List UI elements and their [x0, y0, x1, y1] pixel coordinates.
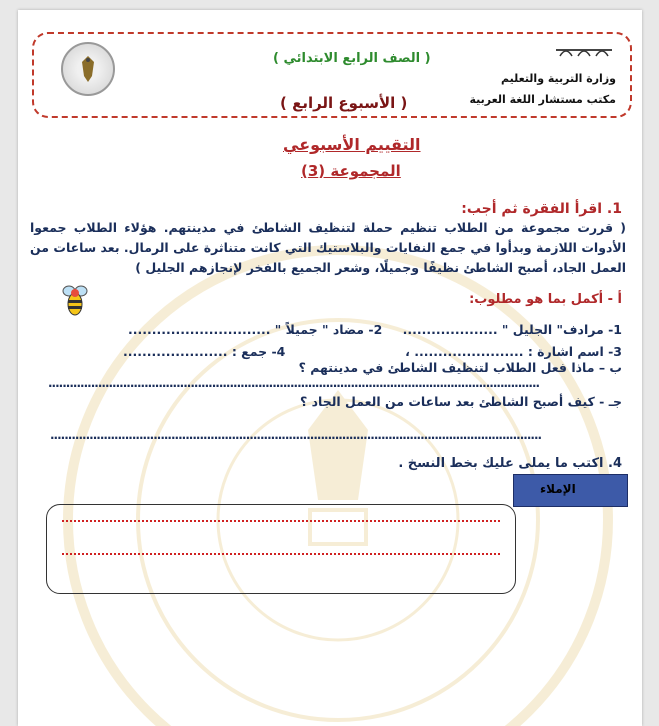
writing-line — [62, 553, 500, 555]
question-c: جـ - كيف أصبح الشاطئ بعد ساعات من العمل الجاد ؟ — [300, 394, 622, 409]
question1-heading: 1. اقرأ الفقرة ثم أجب: — [461, 201, 622, 217]
demonstrative-item: 3- اسم اشارة : ....................... ، — [405, 344, 622, 359]
ministry-name: وزارة التربية والتعليم — [501, 72, 616, 85]
writing-line — [62, 520, 500, 522]
answer-line-b: .......................................................................................................................................... — [48, 376, 540, 390]
plural-item: 4- جمع : ...................... — [123, 344, 286, 359]
synonym-item: 1- مرادف" الجليل " .................... — [402, 322, 622, 337]
question-b: ب – ماذا فعل الطلاب لتنظيف الشاطئ في مدينتهم ؟ — [298, 360, 622, 375]
grade-label: ( الصف الرابع الابتدائي ) — [273, 51, 431, 66]
eagle-icon — [76, 54, 100, 84]
school-seal-logo — [61, 42, 115, 96]
ministry-logo — [556, 44, 612, 58]
worksheet-page — [18, 10, 642, 726]
answer-line-c: .......................................................................................................................................... — [50, 428, 542, 442]
part-a-heading: أ - أكمل بما هو مطلوب: — [469, 292, 622, 307]
bee-icon — [60, 282, 90, 318]
antonym-item: 2- مضاد " جميلاً " .............................. — [128, 322, 383, 337]
week-label: ( الأسبوع الرابع ) — [280, 94, 408, 112]
group-title: المجموعة (3) — [301, 162, 401, 180]
assessment-title: التقييم الأسبوعي — [283, 135, 421, 154]
office-name: مكتب مستشار اللغة العربية — [469, 93, 616, 106]
dictation-label: الإملاء — [540, 482, 576, 496]
reading-passage: ( قررت مجموعة من الطلاب تنظيم حملة لتنظيف الشاطئ في مدينتهم. هؤلاء الطلاب جمعوا الأدوات اللازمة وبدأوا في جمع النفايات والبلاستيك التي كانت متناثرة على الرمال. بعد ساعات من العمل الجاد، أصبح الشاطئ نظيفًا وجميلًا، وشعر الجميع بالفخر لإنجازهم الجليل ) — [30, 220, 626, 275]
dictation-writing-box — [46, 504, 516, 594]
question4-heading: 4. اكتب ما يملى عليك بخط النسخ . — [398, 456, 622, 471]
